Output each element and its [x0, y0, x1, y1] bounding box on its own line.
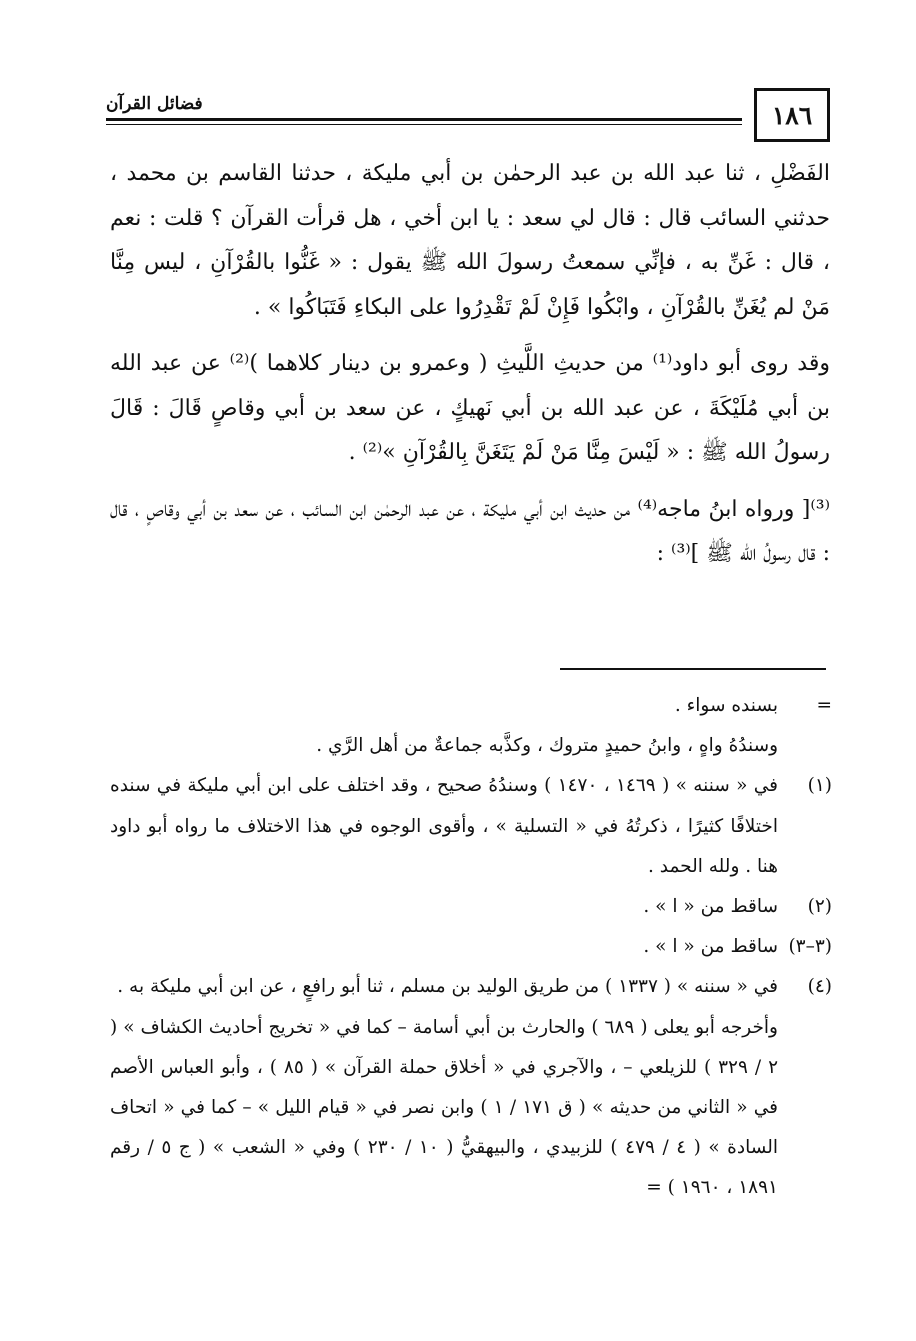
footnote — [110, 967, 832, 1007]
page-number: ١٨٦ — [754, 88, 830, 142]
footnote-label — [778, 1008, 832, 1209]
footnote-label: (٢) — [807, 896, 832, 918]
header-rule-thin — [106, 124, 742, 125]
running-title: فضائل القرآن — [106, 94, 203, 114]
footnote-label: = — [816, 695, 832, 716]
page-header — [106, 88, 830, 148]
footnotes — [110, 686, 832, 1209]
footnote-text: ساقط من « ا » . — [643, 896, 778, 918]
footnote-separator — [560, 668, 826, 670]
header-rule-thick — [106, 118, 742, 121]
footnote — [110, 927, 832, 967]
footnote-text: في « سننه » ( ١٣٣٧ ) من طريق الوليد بن مسلم ، ثنا أبو رافعٍ ، عن ابن أبي مليكة به . — [117, 976, 778, 998]
footnote — [110, 766, 832, 887]
footnote-text: وأخرجه أبو يعلى ( ٦٨٩ ) والحارث بن أبي أسامة – كما في « تخريج أحاديث الكشاف » ( ٢ / ٣٢٩ ) للزيلعي – ، والآجري في « أخلاق حملة القرآن » ( ٨٥ ) ، وأبو العباس الأصم في « الثاني من حديثه » ( ق ١٧١ / ١ ) وابن نصر في « قيام الليل » – كما في « اتحاف السادة » ( ٤ / ٤٧٩ ) للزبيدي ، والبيهقيُّ ( ١٠ / ٢٣٠ ) وفي « الشعب » ( ج ٥ / رقم ١٨٩١ ، ١٩٦٠ ) = — [110, 1016, 779, 1199]
footnote — [110, 887, 832, 927]
footnote-text: وسندُهُ واهٍ ، وابنُ حميدٍ متروك ، وكذَّبه جماعةٌ من أهل الرَّي . — [316, 735, 778, 757]
paragraph: ⁽³⁾[ ورواه ابنُ ماجه⁽⁴⁾ من حديث ابن أبي مليكة ، عن عبد الرحمٰن ابن السائب ، عن سعد بن أبي وقاصٍ ، قال : قال رسولُ الله ﷺ ]⁽³⁾ : — [110, 496, 831, 566]
paragraph: الفَضْلِ ، ثنا عبد الله بن عبد الرحمٰن بن أبي مليكة ، حدثنا القاسم بن محمد ، حدثني السائب قال : قال لي سعد : يا ابن أخي ، هل قرأت القرآن ؟ قلت : نعم ، قال : غَنِّ به ، فإنِّي سمعتُ رسولَ الله ﷺ يقول : « غَنُّوا بالقُرْآنِ ، ليس مِنَّا مَنْ لم يُغَنِّ بالقُرْآنِ ، وابْكُوا فَإِنْ لَمْ تَقْدِرُوا على البكاءِ فَتَبَاكُوا » . — [110, 161, 830, 320]
footnote-text: بسنده سواء . — [674, 695, 778, 716]
main-text — [110, 152, 830, 577]
paragraph: وقد روى أبو داود⁽¹⁾ من حديثِ اللَّيثِ ( وعمرو بن دينار كلاهما )⁽²⁾ عن عبد الله بن أبي مُلَيْكَةَ ، عن عبد الله بن أبي نَهيكٍ ، عن سعد بن أبي وقاصٍ قَالَ : قَالَ رسولُ الله ﷺ : « لَيْسَ مِنَّا مَنْ لَمْ يَتَغَنَّ بِالقُرْآنِ »⁽²⁾ . — [110, 351, 830, 465]
footnote-text: ساقط من « ا » . — [643, 936, 778, 958]
footnote-text: في « سننه » ( ١٤٦٩ ، ١٤٧٠ ) وسندُهُ صحيح ، وقد اختلف على ابن أبي مليكة في سنده اختلافًا كثيرًا ، ذكرتُهُ في « التسلية » ، وأقوى الوجوه في هذا الاختلاف ما رواه أبو داود هنا . ولله الحمد . — [110, 775, 779, 877]
footnote — [110, 726, 832, 766]
footnote-label: (٤) — [807, 976, 832, 998]
footnote — [110, 1008, 832, 1209]
footnote-label — [778, 726, 832, 766]
footnote-label: (١) — [807, 775, 832, 797]
footnote — [110, 686, 832, 726]
footnote-label: (٣–٣) — [788, 936, 832, 958]
